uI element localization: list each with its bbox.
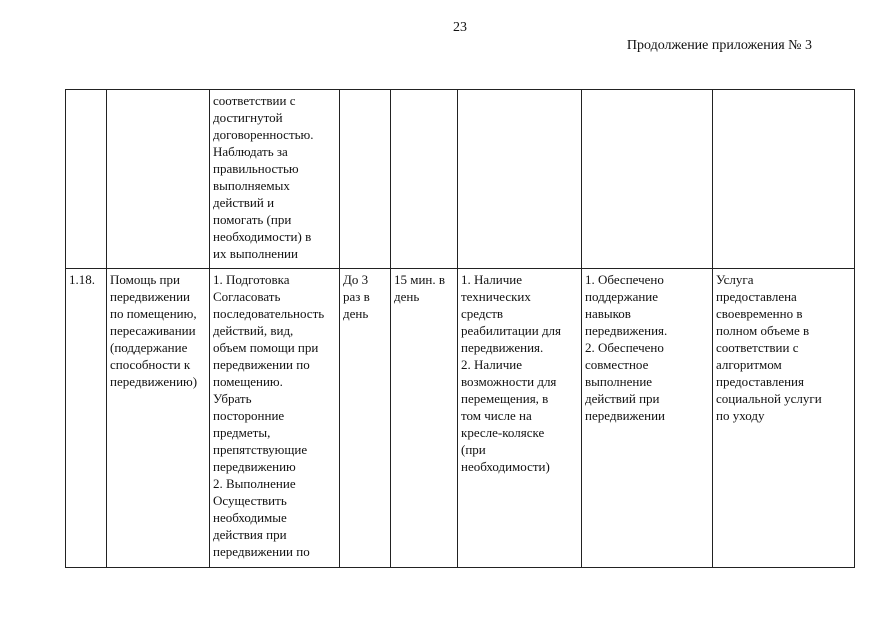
- cell-frequency: До 3 раз в день: [340, 269, 391, 568]
- cell-time: 15 мин. в день: [391, 269, 458, 568]
- cell-content: 1. Подготовка Согласовать последовательность действий, вид, объем помощи при передвижении по помещению. Убрать посторонние предметы, препятствующие передвижению 2. Выполнение Осуществить необходимые действия при передвижении по: [210, 269, 340, 568]
- cell-number: 1.18.: [66, 269, 107, 568]
- cell-time: [391, 90, 458, 269]
- table-row: [66, 90, 855, 269]
- cell-results: 1. Обеспечено поддержание навыков передвижения. 2. Обеспечено совместное выполнение действий при передвижении: [582, 269, 713, 568]
- cell-quality: Услуга предоставлена своевременно в полном объеме в соответствии с алгоритмом предоставления социальной услуги по уходу: [713, 269, 855, 568]
- cell-number: [66, 90, 107, 269]
- cell-service: [107, 90, 210, 269]
- page-number: 23: [453, 20, 467, 35]
- continuation-caption: Продолжение приложения № 3: [626, 38, 812, 53]
- cell-frequency: [340, 90, 391, 269]
- cell-service: Помощь при передвижении по помещению, пересаживании (поддержание способности к передвижению): [107, 269, 210, 568]
- cell-conditions: 1. Наличие технических средств реабилитации для передвижения. 2. Наличие возможности для перемещения, в том числе на кресле-коляске (при необходимости): [458, 269, 582, 568]
- cell-results: [582, 90, 713, 269]
- services-table: [65, 89, 855, 568]
- cell-conditions: [458, 90, 582, 269]
- cell-quality: [713, 90, 855, 269]
- table-row: [66, 269, 855, 568]
- cell-content: соответствии с достигнутой договоренностью. Наблюдать за правильностью выполняемых действий и помогать (при необходимости) в их выполнении: [210, 90, 340, 269]
